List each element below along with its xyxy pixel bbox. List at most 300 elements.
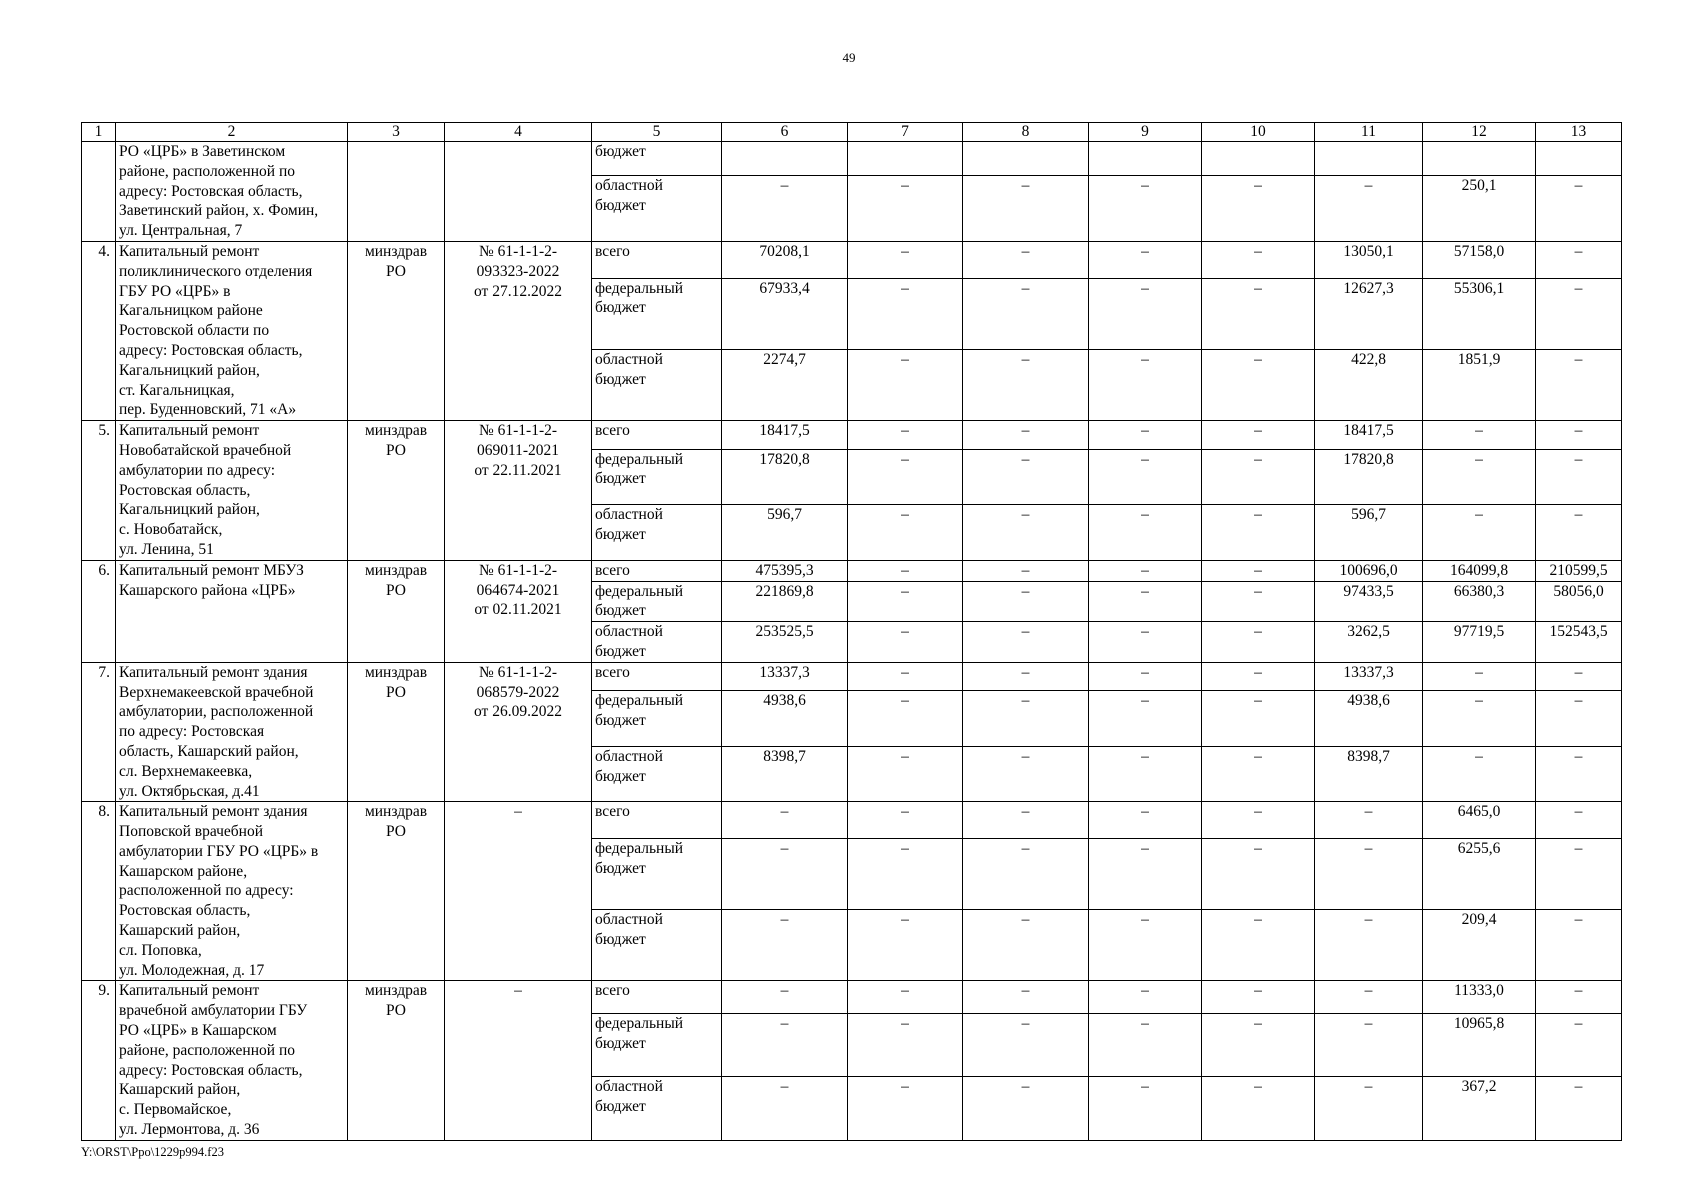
column-number: 6: [722, 123, 848, 142]
amount-cell: –: [1089, 278, 1202, 349]
budget-source-cell: [592, 746, 722, 802]
amount-cell: –: [1202, 241, 1315, 278]
text-line: № 61-1-1-2-: [478, 242, 558, 260]
amount-cell: –: [1089, 421, 1202, 449]
amount-cell: –: [722, 1013, 848, 1076]
amount-cell: 6255,6: [1423, 838, 1536, 909]
amount-cell: 596,7: [1315, 505, 1423, 561]
amount-cell: –: [1536, 746, 1622, 802]
text-line: бюджет: [595, 470, 646, 488]
text-line: ул. Молодежная, д. 17: [119, 961, 265, 979]
budget-source-cell: [592, 278, 722, 349]
amount-cell: –: [1089, 662, 1202, 690]
amount-cell: [1202, 142, 1315, 176]
amount-cell: –: [1202, 349, 1315, 420]
text-line: бюджет: [595, 1098, 646, 1116]
amount-cell: –: [1315, 1013, 1423, 1076]
amount-cell: –: [963, 838, 1089, 909]
text-line: РО: [385, 1002, 406, 1020]
text-line: Ростовская область,: [119, 902, 251, 920]
text-line: с. Новобатайск,: [119, 521, 223, 539]
table-row: [82, 802, 1622, 839]
amount-cell: –: [1315, 802, 1423, 839]
amount-cell: –: [963, 1077, 1089, 1140]
text-line: бюджет: [595, 602, 646, 620]
object-name-cell: [116, 560, 348, 662]
amount-cell: 12627,3: [1315, 278, 1423, 349]
amount-cell: –: [1423, 505, 1536, 561]
table-row: [82, 421, 1622, 449]
amount-cell: 97433,5: [1315, 581, 1423, 622]
budget-source-cell: [592, 662, 722, 690]
amount-cell: 1851,9: [1423, 349, 1536, 420]
text-line: 068579-2022: [476, 683, 560, 701]
amount-cell: –: [1423, 691, 1536, 747]
text-line: от 27.12.2022: [474, 282, 562, 300]
amount-cell: –: [1089, 175, 1202, 241]
amount-cell: –: [1536, 662, 1622, 690]
amount-cell: 209,4: [1423, 910, 1536, 981]
column-number: 10: [1202, 123, 1315, 142]
amount-cell: –: [1202, 1013, 1315, 1076]
text-line: Капитальный ремонт здания: [119, 803, 308, 821]
customer-cell: [348, 981, 445, 1140]
table-row: [82, 662, 1622, 690]
text-line: Капитальный ремонт: [119, 982, 260, 1000]
amount-cell: 58056,0: [1536, 581, 1622, 622]
text-line: областной: [595, 506, 663, 524]
amount-cell: –: [848, 581, 963, 622]
object-name-cell: [116, 981, 348, 1140]
text-line: всего: [595, 422, 630, 440]
text-line: всего: [595, 663, 630, 681]
amount-cell: –: [1089, 802, 1202, 839]
budget-source-cell: [592, 1013, 722, 1076]
amount-cell: –: [963, 449, 1089, 505]
text-line: 069011-2021: [476, 441, 560, 459]
amount-cell: 55306,1: [1423, 278, 1536, 349]
amount-cell: 13337,3: [1315, 662, 1423, 690]
text-line: № 61-1-1-2-: [478, 422, 558, 440]
amount-cell: 3262,5: [1315, 622, 1423, 663]
amount-cell: [848, 142, 963, 176]
amount-cell: –: [848, 838, 963, 909]
text-line: РО «ЦРБ» в Заветинском: [119, 143, 286, 160]
amount-cell: [1089, 142, 1202, 176]
text-line: всего: [595, 242, 630, 260]
text-line: от 26.09.2022: [474, 703, 562, 721]
text-line: Кашарском районе,: [119, 862, 248, 880]
amount-cell: –: [848, 241, 963, 278]
amount-cell: –: [1536, 349, 1622, 420]
text-line: амбулатории ГБУ РО «ЦРБ» в: [119, 842, 319, 860]
budget-source-cell: [592, 241, 722, 278]
amount-cell: 100696,0: [1315, 560, 1423, 581]
amount-cell: –: [1202, 691, 1315, 747]
amount-cell: –: [848, 1077, 963, 1140]
text-line: область, Кашарский район,: [119, 742, 299, 760]
amount-cell: –: [848, 278, 963, 349]
column-number: 12: [1423, 123, 1536, 142]
text-line: ул. Центральная, 7: [119, 222, 243, 240]
amount-cell: –: [963, 1013, 1089, 1076]
text-line: областной: [595, 747, 663, 765]
contract-cell: [445, 421, 592, 561]
text-line: РО: [385, 441, 406, 459]
amount-cell: 66380,3: [1423, 581, 1536, 622]
amount-cell: –: [722, 910, 848, 981]
amount-cell: –: [1089, 449, 1202, 505]
budget-source-cell: [592, 449, 722, 505]
amount-cell: 70208,1: [722, 241, 848, 278]
amount-cell: –: [1423, 746, 1536, 802]
text-line: Кашарский район,: [119, 1081, 241, 1099]
text-line: Капитальный ремонт: [119, 242, 260, 260]
amount-cell: 210599,5: [1536, 560, 1622, 581]
amount-cell: 8398,7: [722, 746, 848, 802]
amount-cell: –: [1202, 175, 1315, 241]
text-line: минздрав: [364, 242, 428, 260]
text-line: РО: [385, 823, 406, 841]
amount-cell: –: [1536, 910, 1622, 981]
amount-cell: –: [963, 662, 1089, 690]
text-line: расположенной по адресу:: [119, 882, 294, 900]
amount-cell: –: [848, 981, 963, 1014]
amount-cell: –: [848, 1013, 963, 1076]
amount-cell: 250,1: [1423, 175, 1536, 241]
text-line: минздрав: [364, 561, 428, 579]
text-line: районе, расположенной по: [119, 1041, 295, 1059]
amount-cell: –: [963, 581, 1089, 622]
amount-cell: –: [722, 838, 848, 909]
page-number: 49: [842, 50, 856, 65]
amount-cell: –: [1202, 981, 1315, 1014]
column-number: 11: [1315, 123, 1423, 142]
amount-cell: –: [1315, 838, 1423, 909]
text-line: адресу: Ростовская область,: [119, 1061, 303, 1079]
text-line: № 61-1-1-2-: [478, 663, 558, 681]
amount-cell: –: [848, 910, 963, 981]
amount-cell: –: [1202, 560, 1315, 581]
text-line: бюджет: [595, 767, 646, 785]
column-number: 9: [1089, 123, 1202, 142]
row-number-cell: 5.: [82, 421, 116, 561]
contract-cell: [445, 142, 592, 242]
amount-cell: [1315, 142, 1423, 176]
text-line: Капитальный ремонт: [119, 422, 260, 440]
column-number: 5: [592, 123, 722, 142]
amount-cell: –: [963, 421, 1089, 449]
amount-cell: –: [1089, 1013, 1202, 1076]
column-number-row: [82, 123, 1622, 142]
object-name-cell: [116, 421, 348, 561]
amount-cell: –: [1202, 662, 1315, 690]
amount-cell: 4938,6: [1315, 691, 1423, 747]
amount-cell: –: [1315, 981, 1423, 1014]
column-number: 13: [1536, 123, 1622, 142]
text-line: минздрав: [364, 982, 428, 1000]
amount-cell: –: [1536, 838, 1622, 909]
amount-cell: –: [1423, 662, 1536, 690]
row-number-cell: 9.: [82, 981, 116, 1140]
text-line: Кашарского района «ЦРБ»: [119, 581, 296, 599]
file-path-footer: Y:\ORST\Ppo\1229p994.f23: [81, 1145, 224, 1159]
object-name-cell: [116, 662, 348, 802]
amount-cell: –: [848, 349, 963, 420]
text-line: всего: [595, 803, 630, 821]
column-number: 7: [848, 123, 963, 142]
budget-source-cell: [592, 505, 722, 561]
text-line: –: [514, 803, 522, 821]
amount-cell: –: [1202, 505, 1315, 561]
amount-cell: –: [848, 449, 963, 505]
amount-cell: 13050,1: [1315, 241, 1423, 278]
budget-source-cell: [592, 1077, 722, 1140]
text-line: бюджет: [595, 642, 646, 660]
amount-cell: –: [1536, 691, 1622, 747]
text-line: федеральный: [595, 279, 684, 297]
budget-source-cell: [592, 622, 722, 663]
amount-cell: 10965,8: [1423, 1013, 1536, 1076]
amount-cell: –: [1089, 505, 1202, 561]
amount-cell: –: [722, 175, 848, 241]
customer-cell: [348, 662, 445, 802]
budget-source-cell: [592, 349, 722, 420]
text-line: Новобатайской врачебной: [119, 441, 292, 459]
row-number-cell: 7.: [82, 662, 116, 802]
text-line: Капитальный ремонт МБУЗ: [119, 561, 304, 579]
amount-cell: –: [963, 622, 1089, 663]
row-number-cell: 8.: [82, 802, 116, 981]
text-line: по адресу: Ростовская: [119, 723, 265, 741]
table-row: [82, 241, 1622, 278]
text-line: бюджет: [595, 859, 646, 877]
text-line: всего: [595, 561, 630, 579]
text-line: адресу: Ростовская область,: [119, 341, 303, 359]
text-line: федеральный: [595, 839, 684, 857]
budget-source-cell: [592, 802, 722, 839]
amount-cell: –: [1536, 421, 1622, 449]
text-line: Заветинский район, х. Фомин,: [119, 202, 319, 220]
amount-cell: –: [1089, 581, 1202, 622]
text-line: федеральный: [595, 1014, 684, 1032]
text-line: поликлинического отделения: [119, 262, 313, 280]
amount-cell: –: [1536, 175, 1622, 241]
amount-cell: [1536, 142, 1622, 176]
amount-cell: –: [1423, 421, 1536, 449]
amount-cell: 57158,0: [1423, 241, 1536, 278]
amount-cell: –: [963, 746, 1089, 802]
amount-cell: –: [1423, 449, 1536, 505]
amount-cell: –: [1202, 581, 1315, 622]
text-line: Кагальницкий район,: [119, 361, 260, 379]
text-line: РО «ЦРБ» в Кашарском: [119, 1022, 277, 1040]
budget-source-cell: [592, 175, 722, 241]
budget-source-cell: [592, 421, 722, 449]
text-line: РО: [385, 262, 406, 280]
amount-cell: 422,8: [1315, 349, 1423, 420]
text-line: амбулатории по адресу:: [119, 461, 276, 479]
column-number: 4: [445, 123, 592, 142]
amount-cell: –: [1089, 981, 1202, 1014]
text-line: 064674-2021: [476, 581, 560, 599]
amount-cell: –: [848, 662, 963, 690]
text-line: –: [514, 982, 522, 1000]
amount-cell: –: [1089, 622, 1202, 663]
text-line: минздрав: [364, 422, 428, 440]
amount-cell: –: [1536, 241, 1622, 278]
column-number: 8: [963, 123, 1089, 142]
amount-cell: 11333,0: [1423, 981, 1536, 1014]
text-line: ул. Ленина, 51: [119, 540, 214, 558]
text-line: Кагальницкий район,: [119, 501, 260, 519]
text-line: Капитальный ремонт здания: [119, 663, 308, 681]
amount-cell: –: [1536, 505, 1622, 561]
text-line: № 61-1-1-2-: [478, 561, 558, 579]
text-line: бюджет: [595, 143, 646, 160]
amount-cell: –: [722, 981, 848, 1014]
amount-cell: –: [848, 560, 963, 581]
text-line: 093323-2022: [476, 262, 560, 280]
amount-cell: –: [1315, 1077, 1423, 1140]
customer-cell: [348, 560, 445, 662]
text-line: всего: [595, 982, 630, 1000]
amount-cell: –: [1536, 1077, 1622, 1140]
column-number: 2: [116, 123, 348, 142]
amount-cell: –: [963, 560, 1089, 581]
text-line: районе, расположенной по: [119, 162, 295, 180]
text-line: Ростовской области по: [119, 322, 270, 340]
object-name-cell: [116, 802, 348, 981]
contract-cell: [445, 662, 592, 802]
amount-cell: –: [848, 746, 963, 802]
amount-cell: –: [1536, 981, 1622, 1014]
amount-cell: [963, 142, 1089, 176]
amount-cell: –: [1202, 910, 1315, 981]
text-line: областной: [595, 911, 663, 929]
text-line: областной: [595, 623, 663, 641]
contract-cell: [445, 802, 592, 981]
amount-cell: –: [1536, 1013, 1622, 1076]
amount-cell: –: [848, 622, 963, 663]
contract-cell: [445, 560, 592, 662]
amount-cell: –: [963, 278, 1089, 349]
table-row: [82, 142, 1622, 176]
amount-cell: –: [848, 421, 963, 449]
amount-cell: [1423, 142, 1536, 176]
amount-cell: –: [848, 175, 963, 241]
amount-cell: –: [1089, 838, 1202, 909]
text-line: областной: [595, 176, 663, 194]
text-line: ул. Октябрьская, д.41: [119, 782, 260, 800]
amount-cell: –: [963, 802, 1089, 839]
budget-source-cell: [592, 560, 722, 581]
text-line: бюджет: [595, 711, 646, 729]
contract-cell: [445, 241, 592, 420]
column-number: 1: [82, 123, 116, 142]
object-name-cell: [116, 241, 348, 420]
text-line: федеральный: [595, 450, 684, 468]
amount-cell: –: [1089, 241, 1202, 278]
amount-cell: –: [963, 505, 1089, 561]
amount-cell: –: [963, 981, 1089, 1014]
amount-cell: 17820,8: [722, 449, 848, 505]
budget-source-cell: [592, 142, 722, 176]
text-line: бюджет: [595, 930, 646, 948]
financing-table: [81, 122, 1622, 1141]
amount-cell: 2274,7: [722, 349, 848, 420]
amount-cell: –: [963, 175, 1089, 241]
customer-cell: [348, 142, 445, 242]
amount-cell: 13337,3: [722, 662, 848, 690]
text-line: адресу: Ростовская область,: [119, 182, 303, 200]
amount-cell: –: [1315, 910, 1423, 981]
amount-cell: 6465,0: [1423, 802, 1536, 839]
text-line: бюджет: [595, 370, 646, 388]
text-line: Ростовская область,: [119, 481, 251, 499]
amount-cell: 97719,5: [1423, 622, 1536, 663]
text-line: от 02.11.2021: [474, 601, 562, 619]
text-line: областной: [595, 1078, 663, 1096]
text-line: федеральный: [595, 582, 684, 600]
amount-cell: –: [1202, 449, 1315, 505]
text-line: бюджет: [595, 1034, 646, 1052]
amount-cell: –: [1202, 746, 1315, 802]
text-line: минздрав: [364, 803, 428, 821]
amount-cell: –: [1089, 691, 1202, 747]
text-line: врачебной амбулатории ГБУ: [119, 1002, 308, 1020]
text-line: бюджет: [595, 196, 646, 214]
amount-cell: –: [1089, 746, 1202, 802]
amount-cell: –: [963, 910, 1089, 981]
amount-cell: –: [1089, 349, 1202, 420]
text-line: ГБУ РО «ЦРБ» в: [119, 282, 231, 300]
amount-cell: –: [1536, 449, 1622, 505]
amount-cell: 152543,5: [1536, 622, 1622, 663]
text-line: пер. Буденновский, 71 «А»: [119, 401, 297, 419]
amount-cell: 18417,5: [722, 421, 848, 449]
amount-cell: –: [1202, 802, 1315, 839]
table-body: [82, 123, 1622, 1141]
text-line: от 22.11.2021: [474, 461, 562, 479]
text-line: с. Первомайское,: [119, 1101, 232, 1119]
amount-cell: –: [1202, 421, 1315, 449]
budget-source-cell: [592, 910, 722, 981]
budget-source-cell: [592, 981, 722, 1014]
amount-cell: 253525,5: [722, 622, 848, 663]
amount-cell: 221869,8: [722, 581, 848, 622]
text-line: бюджет: [595, 525, 646, 543]
amount-cell: –: [848, 691, 963, 747]
text-line: РО: [385, 581, 406, 599]
amount-cell: –: [1202, 838, 1315, 909]
table-row: [82, 560, 1622, 581]
table-row: [82, 981, 1622, 1014]
row-number-cell: 4.: [82, 241, 116, 420]
text-line: Кагальницком районе: [119, 302, 263, 320]
text-line: ст. Кагальницкая,: [119, 381, 235, 399]
amount-cell: [722, 142, 848, 176]
amount-cell: 164099,8: [1423, 560, 1536, 581]
text-line: областной: [595, 350, 663, 368]
amount-cell: –: [1536, 278, 1622, 349]
text-line: ул. Лермонтова, д. 36: [119, 1121, 260, 1139]
customer-cell: [348, 421, 445, 561]
amount-cell: –: [963, 349, 1089, 420]
amount-cell: 67933,4: [722, 278, 848, 349]
amount-cell: –: [1089, 910, 1202, 981]
amount-cell: –: [1536, 802, 1622, 839]
